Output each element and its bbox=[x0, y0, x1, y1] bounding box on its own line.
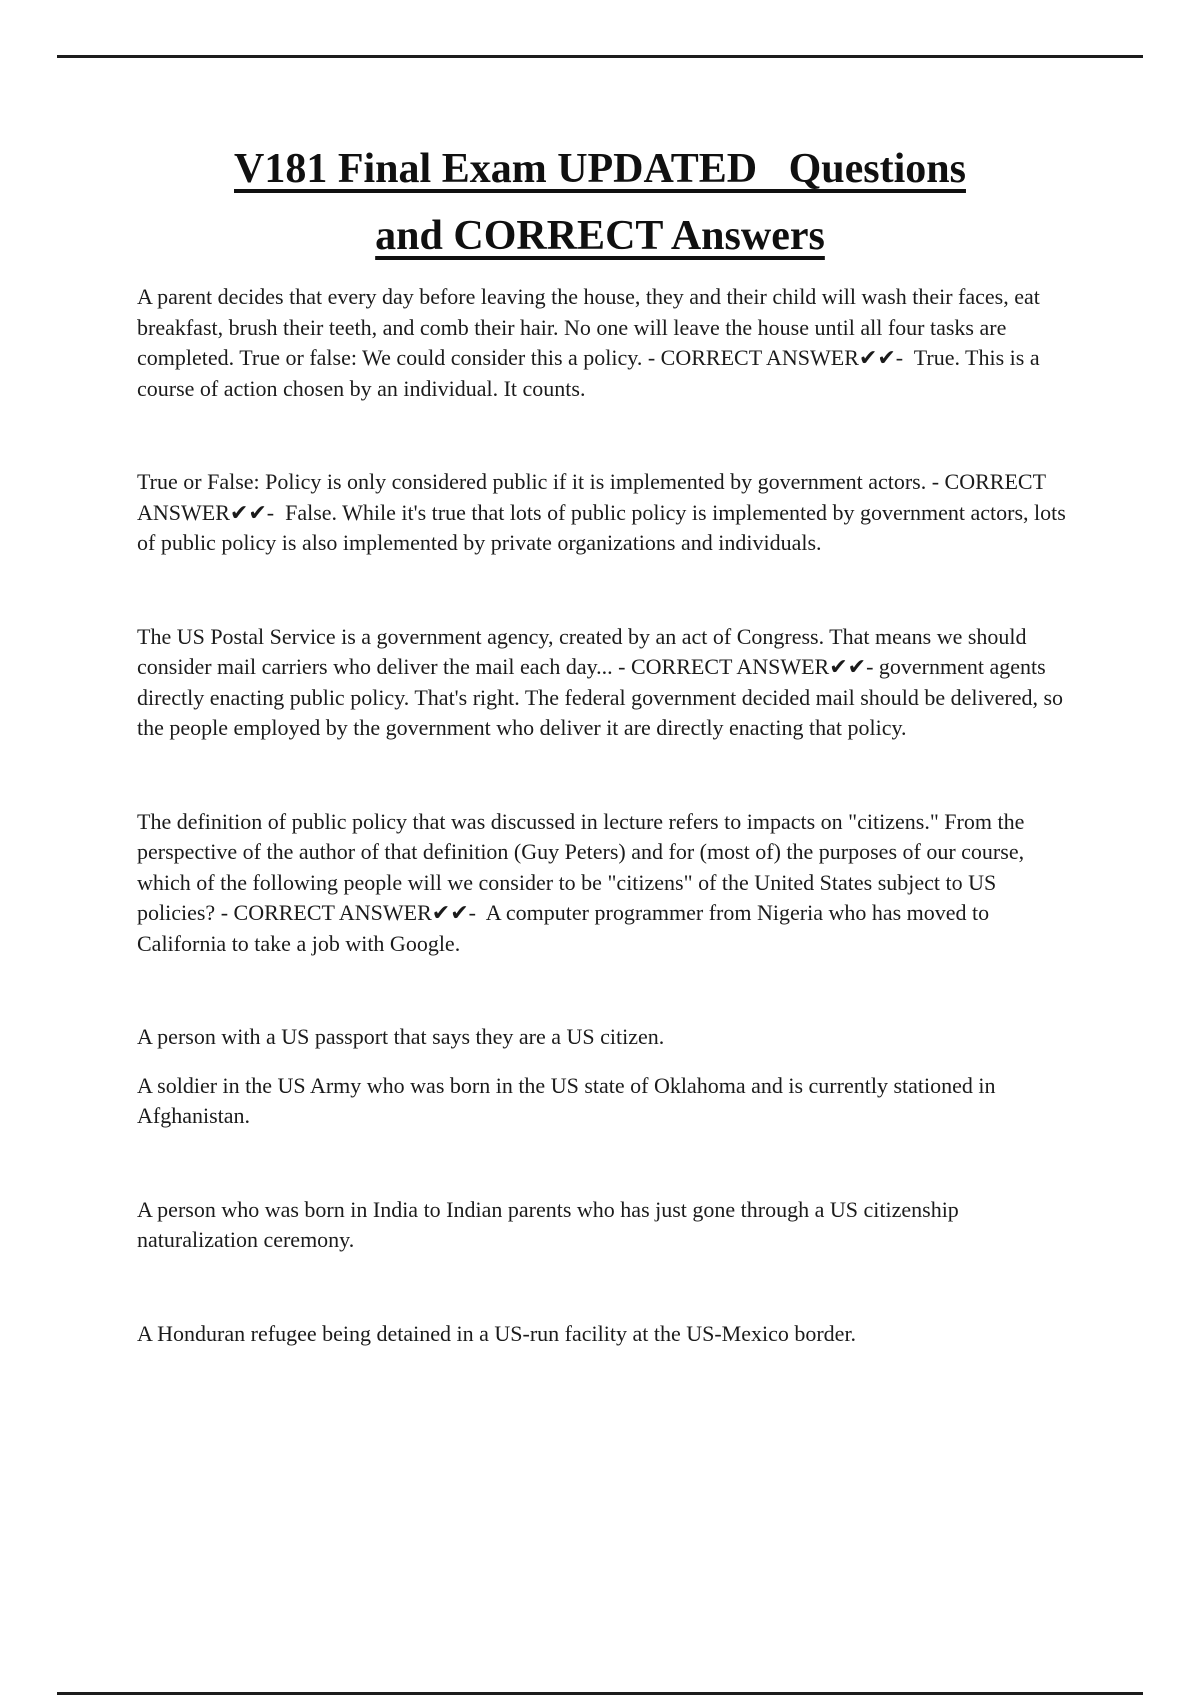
qa-paragraph-4: The definition of public policy that was discussed in lecture refers to impacts on "citizens." From the perspective of the author of that definition (Guy Peters) and for (most of) the purposes of our course, which of the following people will we consider to be "citizens" of the United States subject to US policies? - CORRECT ANSWER✔✔- A computer programmer from Nigeria who has moved to California to take a job with Google. bbox=[137, 808, 1030, 956]
bottom-divider-rule bbox=[57, 1692, 1143, 1695]
qa-paragraph-3: The US Postal Service is a government agency, created by an act of Congress. That means we should consider mail carriers who deliver the mail each day... - CORRECT ANSWER✔✔- government agents directly enacting public policy. That's right. The federal government decided mail should be delivered, so the people employed by the government who deliver it are directly enacting that policy. bbox=[137, 623, 1069, 740]
document-body bbox=[137, 282, 1079, 1412]
answer-option-paragraph-1: A person with a US passport that says they are a US citizen. bbox=[137, 1024, 665, 1049]
qa-paragraph-1: A parent decides that every day before leaving the house, they and their child will wash their faces, eat breakfast, brush their teeth, and comb their hair. No one will leave the house until all four tasks are completed. True or false: We could consider this a policy. - CORRECT ANSWER✔✔- True. This is a course of action chosen by an individual. It counts. bbox=[137, 284, 1046, 401]
answer-option-paragraph-3: A person who was born in India to Indian parents who has just gone through a US citizenship naturalization ceremony. bbox=[137, 1196, 965, 1252]
page-title-line-2: and CORRECT Answers bbox=[375, 213, 825, 259]
page-title bbox=[130, 136, 1070, 270]
answer-option-paragraph-4: A Honduran refugee being detained in a US-run facility at the US-Mexico border. bbox=[137, 1320, 857, 1346]
page-title-line-1: V181 Final Exam UPDATED Questions bbox=[234, 146, 966, 192]
top-divider-rule bbox=[57, 55, 1143, 58]
answer-option-paragraph-2: A soldier in the US Army who was born in the US state of Oklahoma and is currently stationed in Afghanistan. bbox=[137, 1072, 1000, 1128]
qa-paragraph-2: True or False: Policy is only considered public if it is implemented by government actors. - CORRECT ANSWER✔✔- False. While it's true that lots of public policy is implemented by government actors, lots of public policy is also implemented by private organizations and individuals. bbox=[137, 469, 1072, 555]
